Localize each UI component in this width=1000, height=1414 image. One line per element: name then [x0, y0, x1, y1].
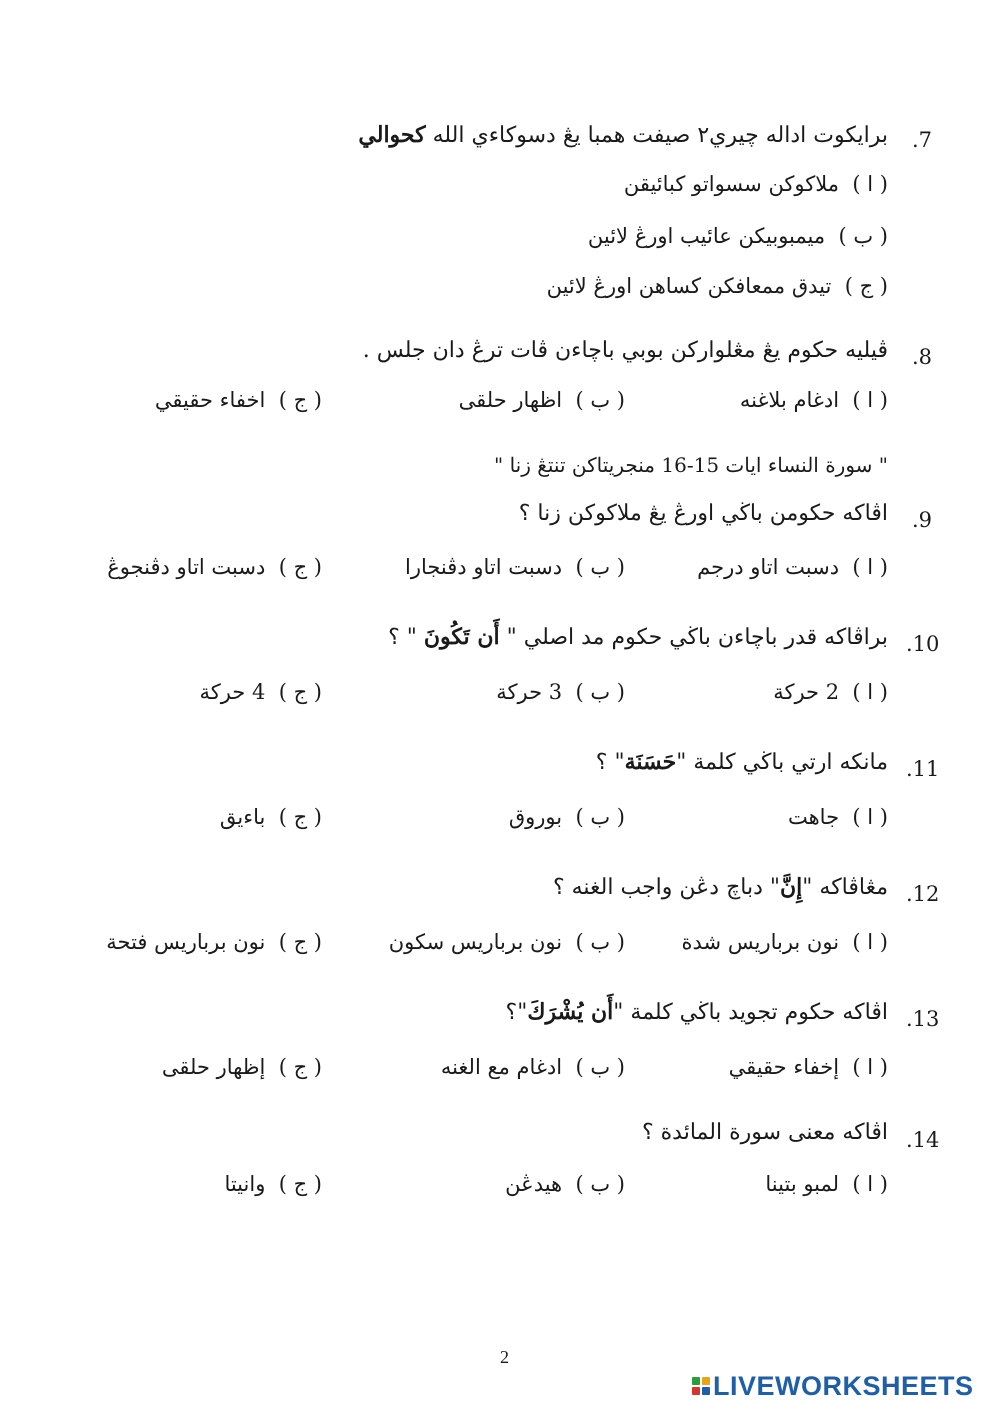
question-13-text: اڤاكه حكوم تجويد باڬي كلمة "أَن يُشْرَكَ"؟	[505, 999, 888, 1025]
question-11-option-a[interactable]: ( ا ) جاهت	[787, 805, 888, 829]
question-12-option-c[interactable]: ( ج ) نون برباريس فتحة	[106, 930, 322, 954]
logo-square-orange	[702, 1377, 710, 1385]
question-10-option-a[interactable]: ( ا ) 2 حركة	[773, 680, 888, 704]
question-12-number: .12	[906, 882, 940, 906]
question-8-option-b[interactable]: ( ب ) اظهار حلقى	[458, 388, 625, 412]
question-8-option-c[interactable]: ( ج ) اخفاء حقيقي	[154, 388, 322, 412]
question-11-number: .11	[906, 757, 940, 781]
question-10-option-b[interactable]: ( ب ) 3 حركة	[496, 680, 625, 704]
question-14-number: .14	[906, 1128, 940, 1152]
question-7-number: .7	[912, 128, 933, 152]
question-8-number: .8	[912, 345, 933, 369]
question-7-option-a[interactable]: ( ا ) ملاكوكن سسواتو كبائيقن	[623, 172, 888, 196]
liveworksheets-brand[interactable]: LIVEWORKSHEETS	[713, 1371, 974, 1401]
question-9-option-a[interactable]: ( ا ) دسبت اتاو درجم	[697, 555, 888, 579]
question-8-option-a[interactable]: ( ا ) ادغام بلاغنه	[739, 388, 888, 412]
question-14-option-a[interactable]: ( ا ) لمبو بتينا	[765, 1172, 888, 1196]
question-7-option-c[interactable]: ( ج ) تيدق ممعافكن كساهن اورڠ لائين	[546, 274, 888, 298]
question-9-number: .9	[912, 508, 933, 532]
question-9-option-c[interactable]: ( ج ) دسبت اتاو دڤنجوڠ	[107, 555, 322, 579]
question-13-option-b[interactable]: ( ب ) ادغام مع الغنه	[440, 1055, 625, 1079]
logo-square-red	[692, 1387, 700, 1395]
logo-square-green	[692, 1377, 700, 1385]
question-7-option-b[interactable]: ( ب ) ميمبوبيكن عائيب اورڠ لائين	[587, 224, 888, 248]
question-14-option-c[interactable]: ( ج ) وانيتا	[224, 1172, 322, 1196]
question-13-option-c[interactable]: ( ج ) إظهار حلقى	[161, 1055, 322, 1079]
question-12-text: مڠاڤاكه "إِنَّ" دباچ دڠن واجب الغنه ؟	[552, 874, 888, 900]
question-14-option-b[interactable]: ( ب ) هيدڠن	[505, 1172, 625, 1196]
question-10-number: .10	[906, 632, 940, 656]
passage-note: " سورة النساء ايات 15-16 منجريتاكن تنتڠ زنا "	[494, 453, 888, 477]
question-14-text: اڤاكه معنى سورة المائدة ؟	[641, 1120, 888, 1145]
question-10-text: براڤاكه قدر باچاءن باڬي حكوم مد اصلي " أَن تَكُونَ " ؟	[388, 624, 888, 650]
question-11-text: مانكه ارتي باڬي كلمة "حَسَنَة" ؟	[595, 749, 888, 775]
question-10-option-c[interactable]: ( ج ) 4 حركة	[199, 680, 322, 704]
logo-square-blue	[702, 1387, 710, 1395]
question-13-option-a[interactable]: ( ا ) إخفاء حقيقي	[728, 1055, 888, 1079]
question-9-text: اڤاكه حكومن باڬي اورڠ يڠ ملاكوكن زنا ؟	[518, 501, 888, 526]
question-11-option-b[interactable]: ( ب ) بوروق	[508, 805, 625, 829]
question-11-option-c[interactable]: ( ج ) باءيق	[219, 805, 322, 829]
question-7-text: برايكوت اداله چيري٢ صيفت همبا يڠ دسوكاءي الله كحوالي	[358, 122, 888, 148]
page-number: 2	[500, 1347, 509, 1367]
question-12-option-b[interactable]: ( ب ) نون برباريس سكون	[388, 930, 625, 954]
question-13-number: .13	[906, 1007, 940, 1031]
question-9-option-b[interactable]: ( ب ) دسبت اتاو دڤنجارا	[404, 555, 625, 579]
question-8-text: ڤيليه حكوم يڠ مڠلواركن بوبي باچاءن ڤات ترڠ دان جلس .	[362, 338, 888, 363]
liveworksheets-logo-icon	[692, 1377, 710, 1395]
question-12-option-a[interactable]: ( ا ) نون برباريس شدة	[681, 930, 888, 954]
